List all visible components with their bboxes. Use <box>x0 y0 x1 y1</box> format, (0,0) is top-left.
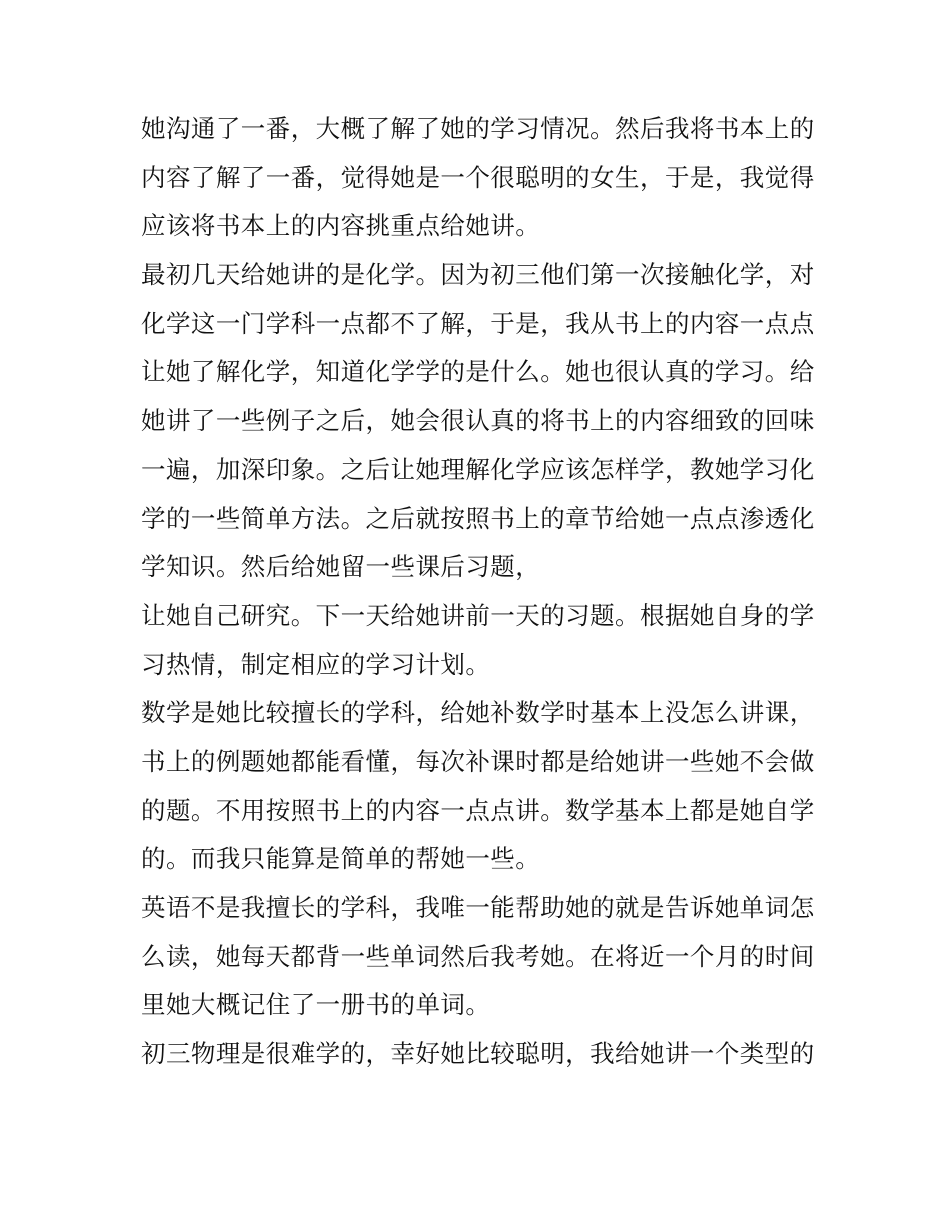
text-line: 里她大概记住了一册书的单词。 <box>141 990 491 1020</box>
text-line: 的。而我只能算是简单的帮她一些。 <box>141 844 541 874</box>
text-line: 她沟通了一番，大概了解了她的学习情况。然后我将书本上的 <box>141 114 815 143</box>
text-line: 学知识。然后给她留一些课后习题， <box>141 552 541 582</box>
text-line: 让她了解化学，知道化学学的是什么。她也很认真的学习。给 <box>141 357 815 387</box>
text-line: 化学这一门学科一点都不了解，于是，我从书上的内容一点点 <box>141 308 815 338</box>
text-line: 数学是她比较擅长的学科，给她补数学时基本上没怎么讲课， <box>141 698 815 728</box>
text-line: 初三物理是很难学的，幸好她比较聪明，我给她讲一个类型的 <box>141 1039 815 1069</box>
document-body <box>141 105 816 1079</box>
text-line: 英语不是我擅长的学科，我唯一能帮助她的就是告诉她单词怎 <box>141 893 815 922</box>
text-line: 么读，她每天都背一些单词然后我考她。在将近一个月的时间 <box>141 941 815 971</box>
text-line: 内容了解了一番，觉得她是一个很聪明的女生，于是，我觉得 <box>141 162 815 192</box>
text-line: 最初几天给她讲的是化学。因为初三他们第一次接触化学，对 <box>141 260 815 290</box>
text-line: 她讲了一些例子之后，她会很认真的将书上的内容细致的回味 <box>141 406 815 436</box>
text-line: 书上的例题她都能看懂，每次补课时都是给她讲一些她不会做 <box>141 746 815 776</box>
text-line: 一遍，加深印象。之后让她理解化学应该怎样学，教她学习化 <box>141 454 815 484</box>
text-line: 习热情，制定相应的学习计划。 <box>141 649 491 679</box>
text-line: 的题。不用按照书上的内容一点点讲。数学基本上都是她自学 <box>141 795 815 825</box>
text-line: 应该将书本上的内容挑重点给她讲。 <box>141 211 541 241</box>
text-line: 学的一些简单方法。之后就按照书上的章节给她一点点渗透化 <box>141 503 815 533</box>
text-line: 让她自己研究。下一天给她讲前一天的习题。根据她自身的学 <box>141 600 815 630</box>
